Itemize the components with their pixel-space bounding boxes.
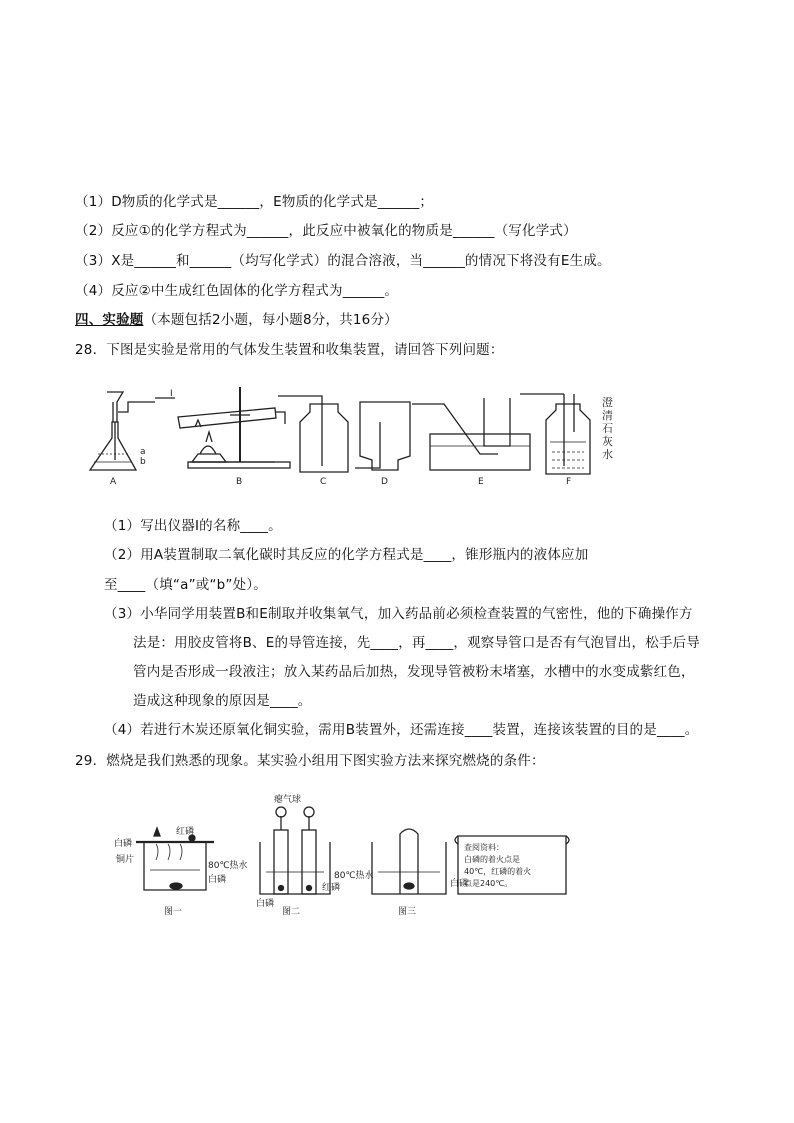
figure-three (372, 829, 446, 894)
q27-part2: （2）反应①的化学方程式为______，此反应中被氧化的物质是______（写化学式） (75, 223, 577, 239)
svg-text:澄: 澄 (602, 396, 613, 409)
q28-stem: 28．下图是实验是常用的气体发生装置和收集装置，请回答下列问题： (75, 342, 504, 358)
q28-sub3c: 管内是否形成一段液注；放入某药品后加热，发现导管被粉末堵塞，水槽中的水变成紫红色， (133, 664, 695, 680)
fig2-caption: 图二 (282, 907, 301, 917)
q28-sub3b: 法是：用胶皮管将B、E的导管连接，先____，再____，观察导管口是否有气泡冒出，松手后导 (133, 635, 700, 651)
label-b: B (236, 477, 243, 487)
section-heading (75, 310, 398, 330)
section-title: 四、实验题 (75, 312, 144, 328)
svg-text:40℃，红磷的着火: 40℃，红磷的着火 (464, 867, 532, 876)
fig2-white-p: 白磷 (256, 899, 275, 909)
fig2-balloon: 瘪气球 (274, 795, 302, 805)
apparatus-d (355, 402, 410, 470)
fig1-white-p: 白磷 (114, 839, 133, 849)
fig3-white-p: 白磷 (450, 879, 469, 889)
q28-sub3a: （3）小华同学用装置B和E制取并收集氧气，加入药品前必须检查装置的气密性，他的下确操作方 (104, 606, 693, 622)
label-f: F (566, 477, 572, 487)
q27-part4: （4）反应②中生成红色固体的化学方程式为______。 (75, 283, 399, 299)
label-i: I (170, 389, 173, 399)
figure-two (260, 807, 330, 894)
fig1-red-p: 红磷 (176, 827, 195, 837)
svg-text:水: 水 (602, 448, 613, 461)
svg-text:点是240℃。: 点是240℃。 (464, 879, 513, 888)
apparatus-e (412, 398, 530, 470)
q27-part3: （3）X是______和______（均写化学式）的混合溶液，当______的情况下将没有E生成。 (75, 253, 611, 269)
label-e: E (478, 477, 484, 487)
svg-text:灰: 灰 (602, 435, 613, 448)
q28-sub4: （4）若进行木炭还原氧化铜实验，需用B装置外，还需连接____装置，连接该装置的目的是____。 (104, 722, 699, 738)
limewater-label (602, 396, 613, 461)
label-b-mark: b (140, 457, 146, 467)
apparatus-b (178, 387, 290, 468)
fig2-red-p: 红磷 (322, 883, 341, 893)
q28-sub3d: 造成这种现象的原因是____。 (133, 693, 312, 709)
figure-one (136, 828, 214, 890)
fig1-copper: 铜片 (116, 855, 135, 865)
label-a-mark: a (140, 447, 146, 457)
q29-stem: 29．燃烧是我们熟悉的现象。某实验小组用下图实验方法来探究燃烧的条件： (75, 753, 545, 769)
fig1-white-p2: 白磷 (208, 875, 227, 885)
apparatus-a (90, 392, 175, 470)
apparatus-c (278, 396, 348, 472)
svg-text:查阅资料：: 查阅资料： (464, 843, 504, 852)
scroll-text (464, 842, 531, 888)
q28-sub2b: 至____（填“a”或“b”处）。 (104, 577, 267, 593)
apparatus-figure (80, 382, 620, 490)
fig2-water: 80℃热水 (334, 871, 374, 881)
combustion-figure (110, 790, 580, 920)
svg-text:石: 石 (602, 422, 613, 435)
fig1-caption: 图一 (164, 907, 183, 917)
q28-sub1: （1）写出仪器I的名称____。 (104, 518, 282, 534)
fig1-water: 80℃热水 (208, 861, 248, 871)
q27-part1: （1）D物质的化学式是______，E物质的化学式是______； (75, 194, 434, 210)
section-note: （本题包括2小题，每小题8分，共16分） (143, 312, 398, 328)
label-d: D (381, 477, 388, 487)
label-c: C (320, 477, 327, 487)
q28-sub2a: （2）用A装置制取二氧化碳时其反应的化学方程式是____，锥形瓶内的液体应加 (104, 547, 589, 563)
fig3-caption: 图三 (398, 907, 417, 917)
label-a: A (110, 477, 117, 487)
svg-text:白磷的着火点是: 白磷的着火点是 (464, 855, 520, 864)
svg-text:清: 清 (602, 409, 613, 422)
